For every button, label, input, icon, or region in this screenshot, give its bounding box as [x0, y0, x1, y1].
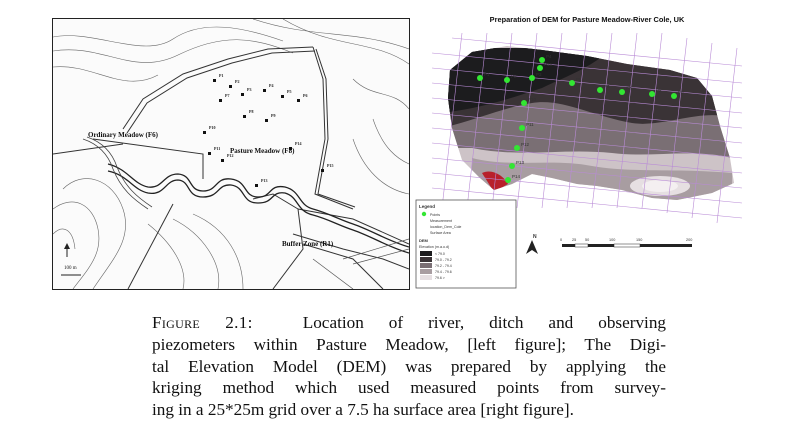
dem-point-label: P3	[536, 72, 542, 77]
buffer-zone-label: Buffer Zone (R1)	[282, 240, 334, 248]
site-map-north-arrow	[64, 243, 70, 257]
svg-text:P12: P12	[227, 153, 234, 158]
piezometer-labels	[209, 73, 333, 183]
river	[108, 164, 409, 253]
dem-point-label: P6	[604, 84, 610, 89]
dem-point-label: P7	[626, 86, 632, 91]
svg-text:P14: P14	[295, 141, 302, 146]
svg-text:P3: P3	[247, 87, 252, 92]
legend-class: < 79.0	[435, 252, 445, 256]
legend-item: location_Dem_Cole	[430, 225, 462, 229]
dem-point-label: P2	[511, 74, 517, 79]
legend-class: 79.2 - 79.4	[435, 264, 452, 268]
scale-tick: 200	[686, 238, 693, 242]
dem-point-label: P5	[576, 77, 582, 82]
svg-text:P6: P6	[303, 93, 308, 98]
svg-text:P5: P5	[287, 89, 292, 94]
dem-point-label: P1	[484, 72, 490, 77]
dem-point-label: P8	[656, 88, 662, 93]
legend-item: Points	[430, 213, 440, 217]
dem-legend	[416, 200, 516, 288]
dem-svg	[412, 8, 762, 290]
caption-line-5: ing in a 25*25m grid over a 7.5 ha surface area [right figure].	[152, 400, 574, 420]
dem-scale-bar	[560, 238, 692, 247]
svg-text:P1: P1	[219, 73, 224, 78]
legend-dem-subtitle: Elevation (m.a.o.d)	[419, 245, 450, 249]
svg-text:P7: P7	[225, 93, 230, 98]
svg-text:P13: P13	[261, 178, 268, 183]
caption-text: Location of river, ditch and observing	[302, 313, 667, 332]
caption-line-4: kriging method which used measured points from survey-	[152, 378, 666, 398]
legend-item: Measurement	[430, 219, 452, 223]
ordinary-meadow-label: Ordinary Meadow (F6)	[88, 131, 158, 139]
svg-text:P11: P11	[214, 146, 221, 151]
scale-tick: 150	[636, 238, 643, 242]
dem-point-label: P11	[526, 122, 534, 127]
dem-figure	[412, 8, 762, 290]
figure-caption	[152, 312, 666, 421]
svg-text:P2: P2	[235, 79, 240, 84]
caption-line-1	[152, 312, 666, 334]
caption-label: Figure 2.1:	[152, 313, 253, 332]
scale-tick: 100	[609, 238, 616, 242]
svg-text:P15: P15	[327, 163, 334, 168]
caption-line-3: tal Elevation Model (DEM) was prepared by applying the	[152, 356, 666, 376]
svg-text:P10: P10	[209, 125, 216, 130]
scale-tick: 0	[560, 238, 563, 242]
north-label: N	[533, 234, 537, 240]
svg-text:P8: P8	[249, 109, 254, 114]
dem-point-label: P10	[528, 97, 537, 102]
scale-tick: 50	[585, 238, 590, 242]
dem-point-label: P13	[516, 160, 525, 165]
dem-north-arrow-icon	[526, 234, 538, 254]
dem-point-label: P15	[544, 62, 553, 67]
legend-item: Surface Area	[430, 231, 451, 235]
legend-class: 79.6 >	[435, 276, 445, 280]
dem-point-label: P12	[521, 142, 530, 147]
legend-class: 79.0 - 79.2	[435, 258, 452, 262]
legend-class: 79.4 - 79.6	[435, 270, 452, 274]
scale-tick: 25	[572, 238, 577, 242]
dem-point-label: P4	[546, 54, 552, 59]
field-boundaries	[53, 47, 409, 289]
caption-line-2: piezometers within Pasture Meadow, [left figure]; The Digi-	[152, 334, 666, 354]
svg-text:P4: P4	[269, 83, 274, 88]
pasture-meadow-label: Pasture Meadow (F8)	[230, 147, 295, 155]
dem-title: Preparation of DEM for Pasture Meadow-River Cole, UK	[489, 15, 685, 24]
dem-point-label: P14	[512, 174, 521, 179]
svg-text:P9: P9	[271, 113, 276, 118]
legend-dem-title: DEM	[419, 238, 428, 243]
dem-point-label: P9	[678, 90, 684, 95]
legend-title: Legend	[419, 204, 436, 209]
site-map-scale-label: 100 m	[64, 266, 77, 271]
